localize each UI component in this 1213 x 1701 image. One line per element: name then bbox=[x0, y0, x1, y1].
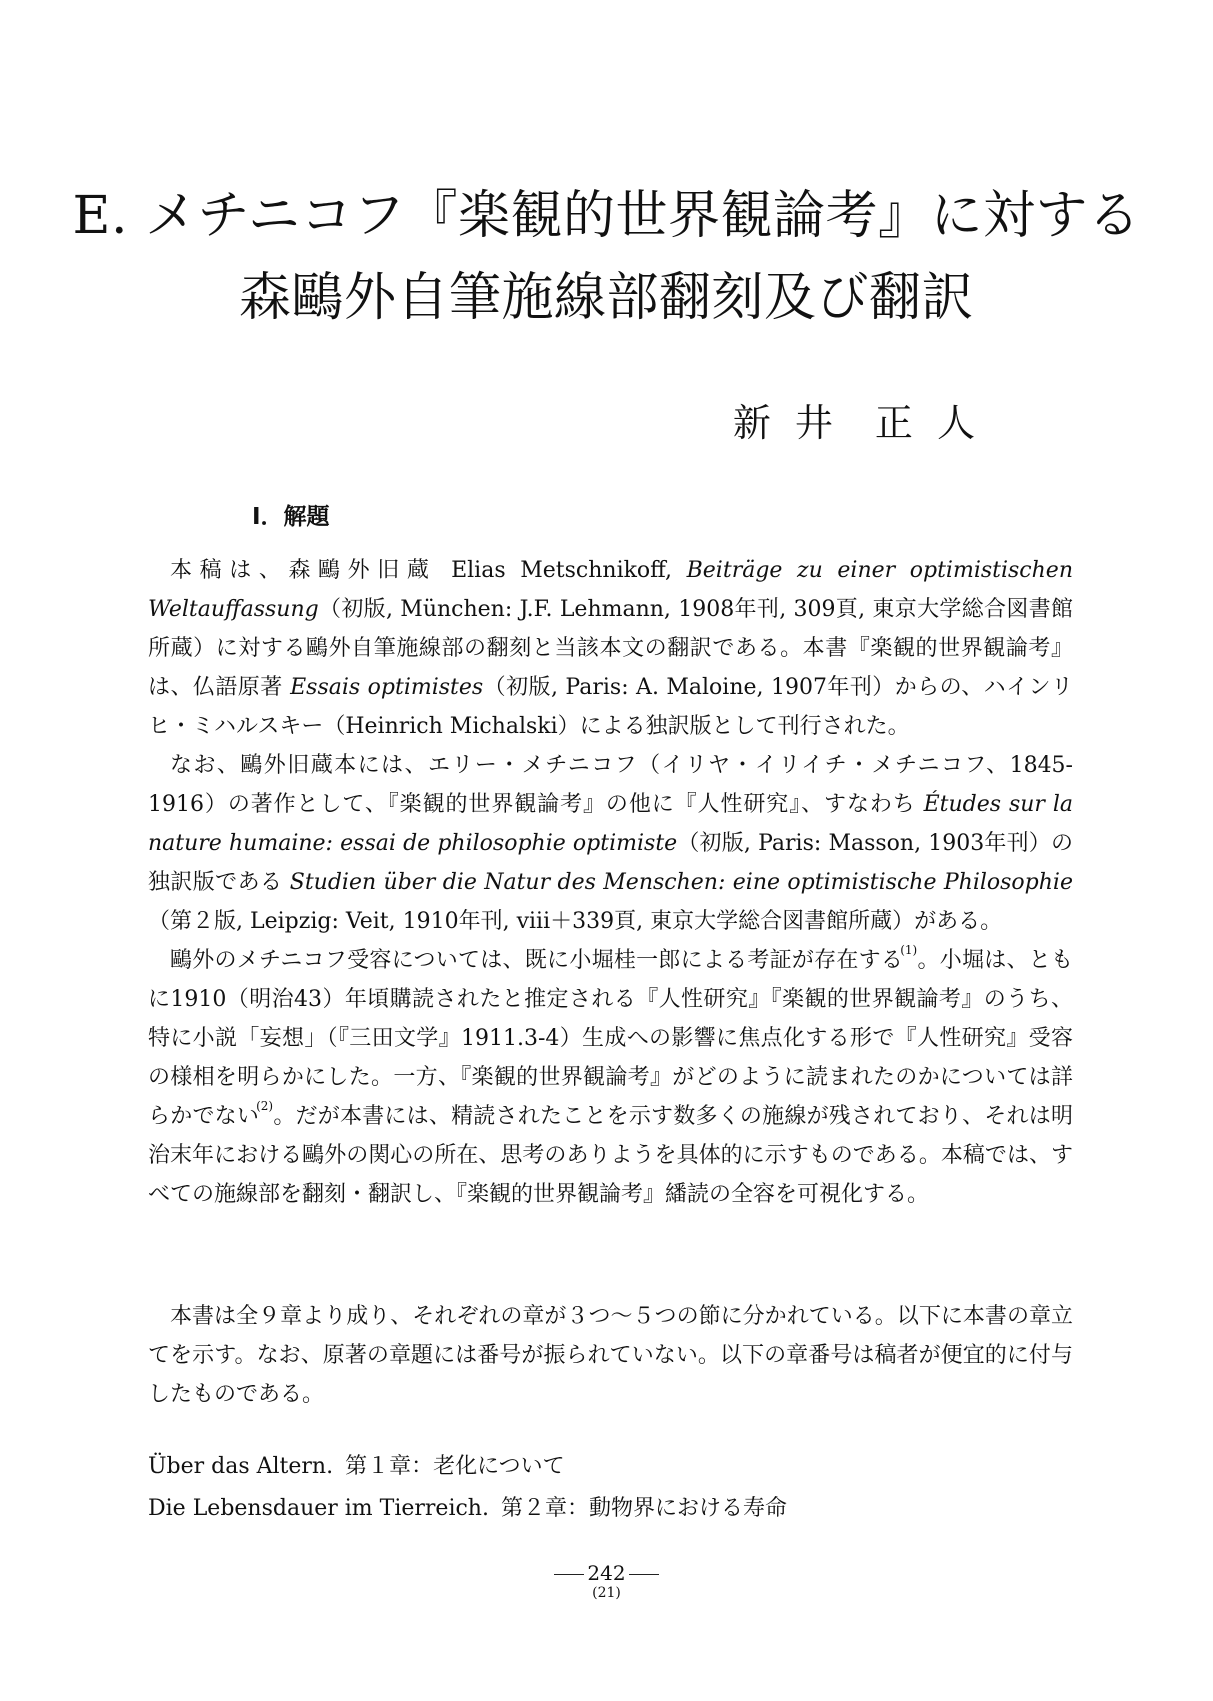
para3-text-c: 。だが本書には、精読されたことを示す数多くの施線が残されており、それは明治末年における鷗外の関心の所在、思考のありようを具体的に示すものである。本稿では、すべての施線部を翻刻・翻訳し、『楽観的世界観論考』繙読の全容を可視化する。 bbox=[148, 1104, 1073, 1207]
chapter-item bbox=[148, 1446, 787, 1488]
author-name bbox=[733, 392, 981, 447]
paragraph-3 bbox=[148, 941, 1073, 1214]
intro-body bbox=[148, 551, 1073, 1214]
author-given-name: 正 人 bbox=[874, 401, 981, 445]
chapter-german-title: Über das Altern. bbox=[148, 1454, 334, 1479]
para3-text-a: 鷗外のメチニコフ受容については、既に小堀桂一郎による考証が存在する bbox=[170, 948, 904, 973]
paper-title-line-1: E. メチニコフ『楽観的世界観論考』に対する bbox=[72, 186, 1141, 246]
paper-title-line-2: 森鷗外自筆施線部翻刻及び翻訳 bbox=[238, 268, 974, 328]
page-sub-number: (21) bbox=[592, 1585, 621, 1601]
para1-book-title: Beiträge zu einer optimistischen Weltauffassung bbox=[148, 558, 1073, 622]
chapter-japanese-title: 第２章：動物界における寿命 bbox=[500, 1496, 787, 1521]
chapter-japanese-title: 第１章：老化について bbox=[345, 1454, 565, 1479]
paragraph-1 bbox=[148, 551, 1073, 746]
section-heading: I．解題 bbox=[252, 504, 330, 530]
footnote-ref-2[interactable]: (2) bbox=[256, 1099, 274, 1113]
page-number bbox=[0, 1563, 1213, 1583]
para1-text-a: 本稿は、森鷗外旧蔵 Elias Metschnikoff, bbox=[170, 558, 687, 583]
chapter-item bbox=[148, 1488, 787, 1530]
para2-text-b: （初版, Paris: Masson, 1903年刊）の独訳版である bbox=[148, 831, 1073, 895]
para1-original-title: Essais optimistes bbox=[290, 675, 484, 700]
para2-german-title: Studien über die Natur des Menschen: eine optimistische Philosophie bbox=[289, 870, 1073, 895]
chapter-german-title: Die Lebensdauer im Tierreich. bbox=[148, 1496, 489, 1521]
paragraph-4: 本書は全９章より成り、それぞれの章が３つ〜５つの節に分かれている。以下に本書の章立てを示す。なお、原著の章題には番号が振られていない。以下の章番号は稿者が便宜的に付与したものである。 bbox=[148, 1304, 1073, 1407]
author-family-name: 新 井 bbox=[732, 401, 839, 445]
para1-text-c: （初版, Paris: A. Maloine, 1907年刊）からの、ハインリヒ・ミハルスキー（Heinrich Michalski）による独訳版として刊行された。 bbox=[148, 675, 1073, 739]
page-number-text: 242 bbox=[587, 1561, 626, 1585]
chapter-list bbox=[148, 1446, 787, 1530]
paragraph-2 bbox=[148, 746, 1073, 941]
para1-text-b: （初版, München: J.F. Lehmann, 1908年刊, 309頁, 東京大学総合図書館所蔵）に対する鷗外自筆施線部の翻刻と当該本文の翻訳である。本書『楽観的世界観論考』は、仏語原著 bbox=[148, 597, 1073, 700]
para2-text-a: なお、鷗外旧蔵本には、エリー・メチニコフ（イリヤ・イリイチ・メチニコフ、1845-1916）の著作として、『楽観的世界観論考』の他に『人性研究』、すなわち bbox=[148, 753, 1073, 817]
footnote-ref-1[interactable]: (1) bbox=[900, 943, 918, 957]
para2-text-c: （第２版, Leipzig: Veit, 1910年刊, viii＋339頁, 東京大学総合図書館所蔵）がある。 bbox=[148, 909, 1003, 934]
para2-french-title: Études sur la nature humaine: essai de philosophie optimiste bbox=[148, 792, 1073, 856]
structure-body bbox=[148, 1297, 1073, 1414]
para3-text-b: 。小堀は、ともに1910（明治43）年頃購読されたと推定される『人性研究』『楽観的世界観論考』のうち、特に小説「妄想」（『三田文学』1911.3-4）生成への影響に焦点化する形で『人性研究』受容の様相を明らかにした。一方、『楽観的世界観論考』がどのように読まれたのかについては詳らかでない bbox=[148, 948, 1073, 1129]
